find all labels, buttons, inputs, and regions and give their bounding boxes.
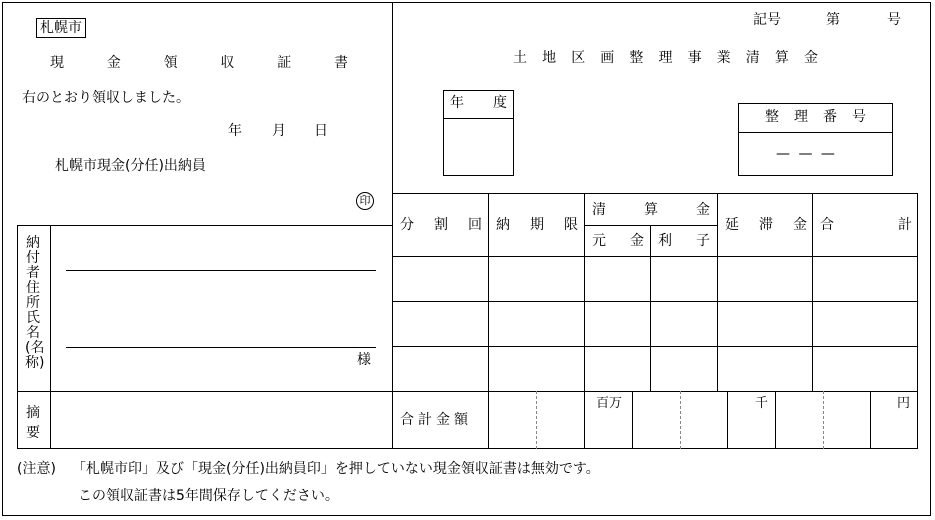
unit-yen: 円 xyxy=(897,396,911,411)
total-amount-label: 合計金額 xyxy=(400,412,472,428)
fiscal-year-label: 年 度 xyxy=(450,95,507,111)
col-line-3 xyxy=(650,225,651,391)
date-year-label: 年 xyxy=(228,123,242,139)
col-line-1 xyxy=(488,193,489,391)
col-total: 合 計 xyxy=(820,217,912,233)
col-late: 延 滞 金 xyxy=(725,217,807,233)
adjust-number-value: — — — xyxy=(776,146,837,162)
col-line-5 xyxy=(812,193,813,391)
settlement-subdivider xyxy=(585,225,717,226)
receipt-title: 現 金 領 収 証 書 xyxy=(50,55,348,71)
col-due: 納 期 限 xyxy=(496,217,578,233)
amount-col-6 xyxy=(775,391,776,449)
note-line-2: この領収証書は5年間保存してください。 xyxy=(78,488,339,504)
amount-col-7 xyxy=(823,391,824,449)
payer-divider xyxy=(50,225,51,449)
fiscal-year-divider xyxy=(443,118,514,119)
payer-line-1 xyxy=(66,270,376,271)
row-line-1 xyxy=(392,301,918,302)
row-line-3 xyxy=(392,391,918,392)
date-month-label: 月 xyxy=(272,123,286,139)
col-line-2 xyxy=(584,193,585,449)
honorific: 様 xyxy=(357,352,371,368)
adjust-number-divider xyxy=(738,132,893,133)
payer-label: 納付者住所氏名(名称) xyxy=(25,235,45,371)
city-label: 札幌市 xyxy=(36,18,86,38)
payer-line-2 xyxy=(66,347,376,348)
unit-thousand: 千 xyxy=(755,396,769,411)
col-interest: 利 子 xyxy=(658,233,710,249)
ref-label: 記号 xyxy=(753,12,781,28)
col-installment: 分 割 回 xyxy=(400,217,482,233)
remarks-label: 摘要 xyxy=(26,405,40,441)
date-day-label: 日 xyxy=(314,123,328,139)
seal-mark: 印 xyxy=(356,192,374,210)
statement-title: 土 地 区 画 整 理 事 業 清 算 金 xyxy=(513,50,818,66)
ref-no-label: 第 xyxy=(826,12,840,28)
col-settlement: 清 算 金 xyxy=(592,202,710,218)
payer-box xyxy=(17,225,393,449)
amount-col-5 xyxy=(727,391,728,449)
adjust-number-label: 整 理 番 号 xyxy=(765,109,866,125)
amount-col-8 xyxy=(870,391,871,449)
cashier-label: 札幌市現金(分任)出納員 xyxy=(55,158,206,174)
remarks-divider xyxy=(17,391,393,392)
unit-million: 百万 xyxy=(596,396,623,411)
note-label: (注意) xyxy=(17,461,56,477)
amount-col-0 xyxy=(488,391,489,449)
received-text: 右のとおり領収しました。 xyxy=(22,90,190,106)
row-line-2 xyxy=(392,346,918,347)
col-principal: 元 金 xyxy=(592,233,644,249)
header-bottom-line xyxy=(392,256,918,257)
amount-col-1 xyxy=(536,391,537,449)
col-line-4 xyxy=(717,193,718,391)
ref-unit-label: 号 xyxy=(887,12,901,28)
amount-col-4 xyxy=(680,391,681,449)
amount-col-3 xyxy=(632,391,633,449)
note-line-1: 「札幌市印」及び「現金(分任)出納員印」を押していない現金領収証書は無効です。 xyxy=(72,461,600,477)
